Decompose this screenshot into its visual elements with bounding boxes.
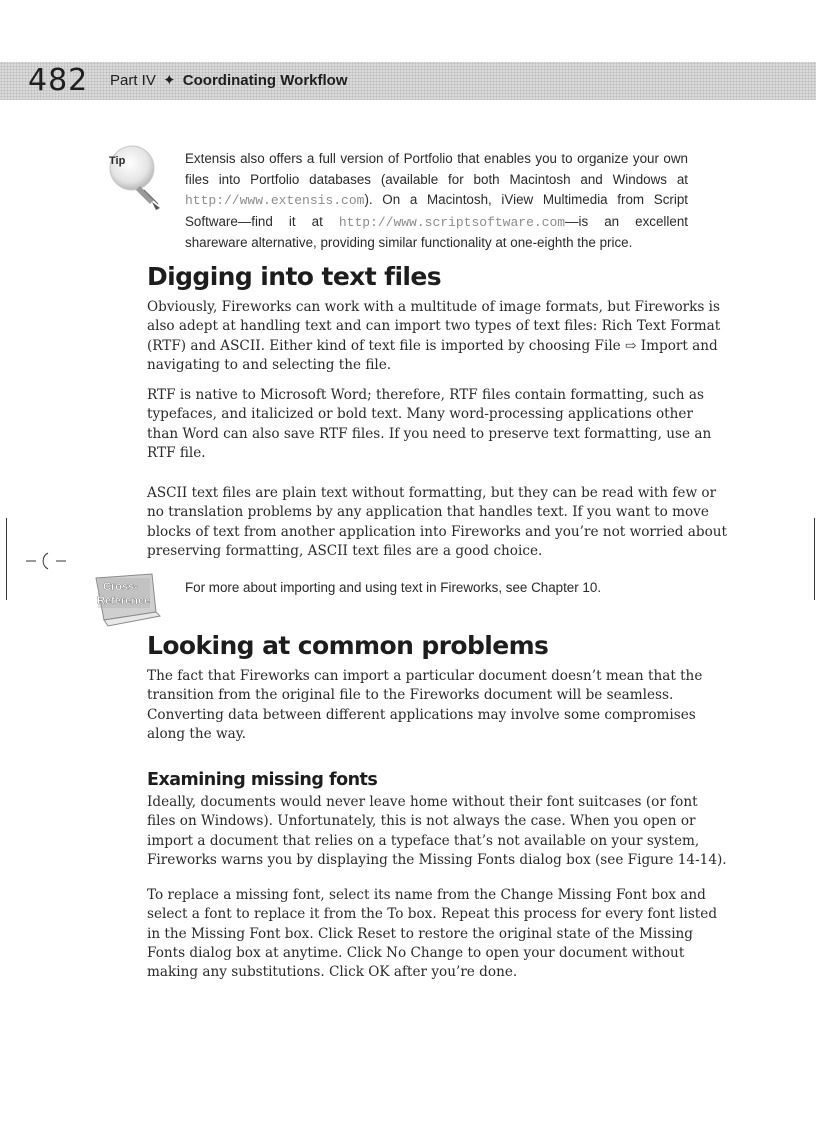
cross-reference-text: For more about importing and using text in Fireworks, see Chapter 10. [185, 580, 602, 595]
url-link[interactable]: http://www.extensis.com [185, 193, 365, 208]
tip-text: Extensis also offers a full version of Portfolio that enables you to organize your own files into Portfolio databases (available for both Macintosh and Windows at http://www.extensis.com). On a Macintosh, iView Multimedia from Script Software—find it at http://www.scriptsoftware.com—is an excellent shareware alternative, providing similar functionality at one-eighth the price. [185, 151, 688, 250]
registration-mark-icon [26, 550, 66, 572]
cross-reference-label: Cross- [103, 581, 138, 593]
section-heading-problems: Looking at common problems [147, 631, 549, 660]
subsection-heading-fonts: Examining missing fonts [147, 770, 378, 790]
paragraph: To replace a missing font, select its name from the Change Missing Font box and select a font to replace it from the To box. Repeat this process for every font listed in the Missing Font box. Click Reset to restore the original state of the Missing Fonts dialog box at anytime. Click No Change to open your document without making any substitutions. Click OK after you’re done. [147, 887, 718, 981]
crop-rule-right [814, 518, 815, 600]
paragraph: Obviously, Fireworks can work with a multitude of image formats, but Fireworks is also adept at handling text and can import two types of text files: Rich Text Format (RTF) and ASCII. Either kind of text file is imported by choosing File ⇨ Import and navigating to and selecting the file. [147, 299, 721, 373]
section-heading-digging: Digging into text files [147, 262, 442, 291]
paragraph: Ideally, documents would never leave home without their font suitcases (or font files on Windows). Unfortunately, this is not always the case. When you open or import a document that relies on a typeface that’s not available on your system, Fireworks warns you by displaying the Missing Fonts dialog box (see Figure 14-14). [147, 794, 727, 868]
paragraph: RTF is native to Microsoft Word; therefore, RTF files contain formatting, such as typefaces, and italicized or bold text. Many word-processing applications other than Word can also save RTF files. If you need to preserve text formatting, use an RTF file. [147, 387, 712, 461]
cross-reference-label: Reference [97, 595, 151, 607]
separator-diamond-icon: ✦ [163, 72, 176, 89]
cross-reference-book-icon [90, 572, 170, 628]
paragraph: The fact that Fireworks can import a particular document doesn’t mean that the transition from the original file to the Fireworks document will be seamless. Converting data between different applications may involve some compromises along the way. [147, 668, 703, 742]
running-head [110, 62, 348, 100]
tip-icon-label: Tip [109, 155, 126, 167]
lightbulb-tip-icon [104, 142, 168, 212]
crop-rule-left [6, 518, 7, 600]
section-title: Coordinating Workflow [182, 72, 348, 89]
paragraph: ASCII text files are plain text without formatting, but they can be read with few or no translation problems by any application that handles text. If you want to move blocks of text from another application into Fireworks and you’re not worried about preserving formatting, ASCII text files are a good choice. [147, 485, 728, 559]
page-number: 482 [28, 63, 89, 98]
part-label: Part IV [110, 72, 156, 89]
url-link[interactable]: http://www.scriptsoftware.com [338, 214, 566, 230]
